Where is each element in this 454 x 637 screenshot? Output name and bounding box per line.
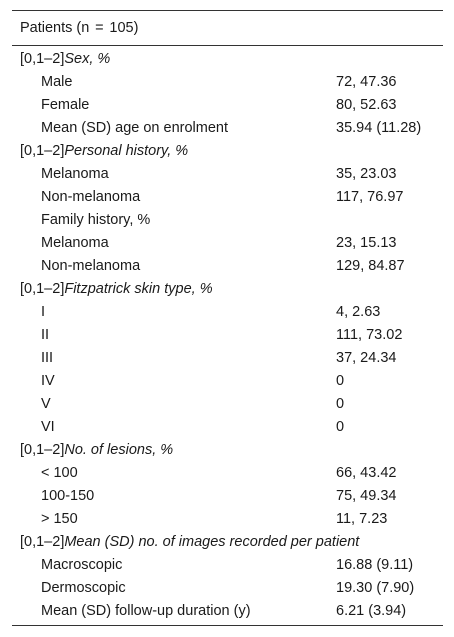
row-label: V [41, 396, 51, 412]
row-label: 100-150 [41, 488, 95, 504]
table-row [12, 508, 443, 531]
row-value [336, 209, 443, 232]
row-label: Dermoscopic [41, 580, 126, 596]
row-label: < 100 [41, 465, 78, 481]
row-value: 16.88 (9.11) [336, 557, 414, 573]
row-value [315, 140, 443, 163]
table-row [12, 255, 443, 278]
section-title: No. of lesions, % [64, 442, 174, 458]
row-label: IV [41, 373, 55, 389]
row-label: Male [41, 74, 73, 90]
row-value: 111, 73.02 [336, 327, 403, 343]
row-value: 37, 24.34 [336, 350, 397, 366]
table-row [12, 600, 443, 623]
table-section-row [12, 531, 443, 554]
section-label [12, 439, 315, 462]
section-title: Mean (SD) no. of images recorded per patient [64, 534, 360, 550]
row-value: 23, 15.13 [336, 235, 397, 251]
row-value: 75, 49.34 [336, 488, 397, 504]
row-label: Mean (SD) age on enrolment [41, 120, 228, 136]
row-label: Non-melanoma [41, 189, 141, 205]
table-row [12, 94, 443, 117]
section-label [12, 140, 315, 163]
row-value: 117, 76.97 [336, 189, 404, 205]
table-row [12, 232, 443, 255]
row-value: 80, 52.63 [336, 97, 397, 113]
patients-table [12, 10, 443, 626]
row-label: VI [41, 419, 55, 435]
row-label: Female [41, 97, 90, 113]
table-row [12, 577, 443, 600]
table-row [12, 186, 443, 209]
table-row [12, 324, 443, 347]
table-row [12, 301, 443, 324]
row-value: 19.30 (7.90) [336, 580, 415, 596]
section-prefix: [0,1–2] [20, 143, 65, 159]
row-label: I [41, 304, 46, 320]
table-section-row [12, 439, 443, 462]
row-label: Family history, % [41, 212, 151, 228]
row-label: > 150 [41, 511, 78, 527]
table-row [12, 71, 443, 94]
table-section-row [12, 140, 443, 163]
row-label: Non-melanoma [41, 258, 141, 274]
row-value: 6.21 (3.94) [336, 603, 407, 619]
section-label [12, 531, 359, 554]
row-value: 0 [336, 419, 345, 435]
row-label: Melanoma [41, 166, 109, 182]
table-row [12, 163, 443, 186]
row-value: 129, 84.87 [336, 258, 405, 274]
row-label: II [41, 327, 50, 343]
row-value: 0 [336, 396, 345, 412]
table-section-row [12, 48, 443, 71]
section-title: Sex, % [64, 51, 111, 67]
table-header: Patients (n = 105) [12, 11, 443, 46]
row-label: Macroscopic [41, 557, 123, 573]
table-row [12, 209, 443, 232]
section-label [12, 278, 315, 301]
section-title: Personal history, % [64, 143, 189, 159]
section-prefix: [0,1–2] [20, 281, 65, 297]
table-row [12, 554, 443, 577]
row-value: 72, 47.36 [336, 74, 397, 90]
row-value [315, 278, 443, 301]
row-value: 0 [336, 373, 345, 389]
section-prefix: [0,1–2] [20, 442, 65, 458]
table-row [12, 462, 443, 485]
row-value: 35.94 (11.28) [336, 120, 422, 136]
table-row [12, 347, 443, 370]
table-row [12, 485, 443, 508]
row-label: Mean (SD) follow-up duration (y) [41, 603, 251, 619]
row-value [359, 531, 443, 554]
table-row [12, 393, 443, 416]
row-value: 11, 7.23 [336, 511, 388, 527]
table-section-row [12, 278, 443, 301]
row-value: 35, 23.03 [336, 166, 397, 182]
table-row [12, 117, 443, 140]
table-body [12, 46, 443, 625]
table-row [12, 370, 443, 393]
table-row [12, 416, 443, 439]
row-label: III [41, 350, 54, 366]
row-value: 66, 43.42 [336, 465, 397, 481]
section-prefix: [0,1–2] [20, 51, 65, 67]
row-value [315, 48, 443, 71]
row-value [315, 439, 443, 462]
section-prefix: [0,1–2] [20, 534, 65, 550]
row-value: 4, 2.63 [336, 304, 381, 320]
section-title: Fitzpatrick skin type, % [64, 281, 213, 297]
section-label [12, 48, 315, 71]
row-label: Melanoma [41, 235, 109, 251]
